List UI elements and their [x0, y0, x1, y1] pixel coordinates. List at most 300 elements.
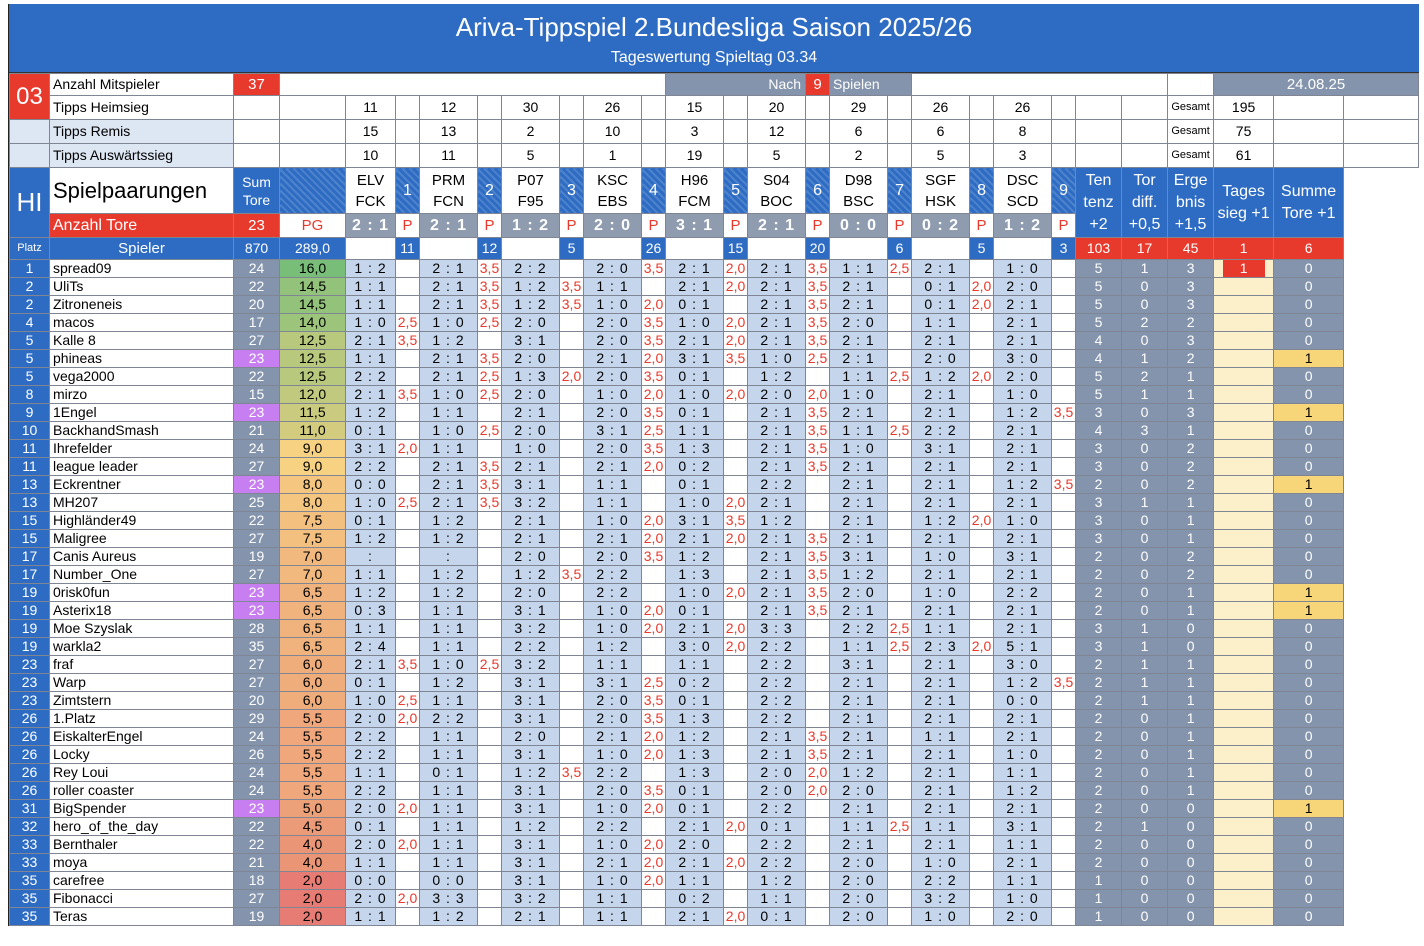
player-tip: 2 : 0 — [584, 332, 642, 350]
blank — [560, 144, 584, 168]
player-tip: 2 : 0 — [584, 404, 642, 422]
player-points: 2,0 — [970, 512, 994, 530]
player-points — [560, 260, 584, 278]
player-name[interactable]: Rey Loui — [50, 764, 234, 782]
bonus-tagessieg — [1214, 476, 1274, 494]
player-points — [970, 692, 994, 710]
player-rank: 35 — [10, 872, 50, 890]
player-tip: 3 : 1 — [502, 692, 560, 710]
bonus-tordiff: 0 — [1122, 530, 1168, 548]
player-tip: 0 : 0 — [346, 872, 396, 890]
bonus-tendenz: 4 — [1076, 422, 1122, 440]
player-name[interactable]: Locky — [50, 746, 234, 764]
player-tip: 0 : 1 — [420, 764, 478, 782]
player-points — [806, 854, 830, 872]
bonus-tendenz: 2 — [1076, 728, 1122, 746]
home-team: SGF — [925, 171, 956, 189]
bonus-ergebnis: 2 — [1168, 476, 1214, 494]
player-name[interactable]: BigSpender — [50, 800, 234, 818]
player-points: 2,5 — [642, 422, 666, 440]
player-points: 2,0 — [642, 602, 666, 620]
blank — [1122, 120, 1168, 144]
player-rank: 19 — [10, 638, 50, 656]
player-name[interactable]: UliTs — [50, 278, 234, 296]
bonus-tagessieg — [1214, 890, 1274, 908]
bonus-tagessieg — [1214, 818, 1274, 836]
player-name[interactable]: moya — [50, 854, 234, 872]
player-name[interactable]: Fibonacci — [50, 890, 234, 908]
player-points — [560, 674, 584, 692]
player-tip: 3 : 1 — [994, 548, 1052, 566]
player-points — [970, 602, 994, 620]
player-sum-tore: 19 — [234, 908, 280, 926]
match-pair[interactable] — [584, 168, 642, 214]
player-tip: 1 : 1 — [420, 818, 478, 836]
player-points: 2,5 — [478, 368, 502, 386]
player-name[interactable]: Ihrefelder — [50, 440, 234, 458]
player-tip: 3 : 2 — [502, 620, 560, 638]
player-tip: 0 : 1 — [346, 422, 396, 440]
match-pair[interactable] — [666, 168, 724, 214]
bonus-tendenz: 3 — [1076, 494, 1122, 512]
player-tip: 2 : 1 — [994, 800, 1052, 818]
tipps-count: 13 — [420, 120, 478, 144]
player-points: 2,5 — [396, 494, 420, 512]
player-tip: 1 : 0 — [748, 350, 806, 368]
player-points — [396, 908, 420, 926]
bonus-tordiff: 0 — [1122, 296, 1168, 314]
player-points: 3,5 — [642, 368, 666, 386]
player-tip: 0 : 2 — [666, 674, 724, 692]
spreadsheet — [8, 4, 1419, 926]
player-points — [888, 494, 912, 512]
player-points — [806, 620, 830, 638]
player-points — [1052, 278, 1076, 296]
player-points — [560, 602, 584, 620]
tipps-count: 20 — [748, 96, 806, 120]
blank — [478, 96, 502, 120]
player-points: 2,0 — [970, 296, 994, 314]
player-name[interactable]: hero_of_the_day — [50, 818, 234, 836]
match-pair[interactable] — [830, 168, 888, 214]
gesamt-label: Gesamt — [1168, 120, 1214, 144]
player-name[interactable]: 1.Platz — [50, 710, 234, 728]
gesamt-label: Gesamt — [1168, 96, 1214, 120]
player-points — [1052, 512, 1076, 530]
bonus-tordiff: 2 — [1122, 368, 1168, 386]
player-tip: 1 : 1 — [830, 638, 888, 656]
player-name[interactable]: carefree — [50, 872, 234, 890]
matchday-badge: 03 — [10, 74, 50, 120]
player-name[interactable]: roller coaster — [50, 782, 234, 800]
player-tip: 2 : 0 — [584, 710, 642, 728]
player-points: 2,0 — [724, 530, 748, 548]
player-points: 2,0 — [724, 584, 748, 602]
bonus-ergebnis: 3 — [1168, 278, 1214, 296]
player-tip: 2 : 0 — [830, 908, 888, 926]
player-points — [806, 890, 830, 908]
player-points — [888, 404, 912, 422]
player-name[interactable]: Maligree — [50, 530, 234, 548]
player-sum-tore: 22 — [234, 368, 280, 386]
player-tip: 0 : 1 — [666, 476, 724, 494]
player-tip: 1 : 0 — [666, 314, 724, 332]
player-tip: 1 : 1 — [584, 908, 642, 926]
blank — [748, 238, 806, 260]
player-points — [560, 530, 584, 548]
player-points — [806, 476, 830, 494]
bonus-ergebnis: 0 — [1168, 818, 1214, 836]
player-name[interactable]: league leader — [50, 458, 234, 476]
bonus-tendenz: 1 — [1076, 872, 1122, 890]
away-team: F95 — [517, 192, 544, 210]
player-name[interactable]: Number_One — [50, 566, 234, 584]
player-name[interactable]: Canis Aureus — [50, 548, 234, 566]
player-points: 3,5 — [642, 782, 666, 800]
player-name[interactable]: Bernthaler — [50, 836, 234, 854]
player-name[interactable]: fraf — [50, 656, 234, 674]
tipps-count: 2 — [502, 120, 560, 144]
tipps-count: 11 — [420, 144, 478, 168]
bonus-tordiff: 0 — [1122, 278, 1168, 296]
table-row — [10, 260, 1419, 278]
player-tip: 2 : 2 — [502, 638, 560, 656]
player-name[interactable]: Teras — [50, 908, 234, 926]
player-pg: 9,0 — [280, 458, 346, 476]
player-points — [970, 764, 994, 782]
player-tip: 1 : 2 — [912, 512, 970, 530]
player-points: 3,5 — [806, 602, 830, 620]
player-points — [560, 332, 584, 350]
player-tip: 2 : 1 — [830, 512, 888, 530]
player-points — [396, 584, 420, 602]
player-points — [560, 350, 584, 368]
player-rank: 26 — [10, 710, 50, 728]
bonus-summe-tore: 1 — [1274, 800, 1344, 818]
player-points — [396, 818, 420, 836]
player-name[interactable]: mirzo — [50, 386, 234, 404]
player-tip: 1 : 0 — [666, 494, 724, 512]
player-name[interactable]: MH207 — [50, 494, 234, 512]
player-points — [478, 548, 502, 566]
bonus-tendenz: 4 — [1076, 350, 1122, 368]
player-points — [806, 368, 830, 386]
player-name[interactable]: 0risk0fun — [50, 584, 234, 602]
blank — [724, 144, 748, 168]
player-name[interactable]: Asterix18 — [50, 602, 234, 620]
bonus-tendenz: 2 — [1076, 782, 1122, 800]
player-tip: 2 : 0 — [994, 908, 1052, 926]
player-points — [1052, 638, 1076, 656]
player-tip: 2 : 1 — [830, 458, 888, 476]
bonus-summe-tore: 0 — [1274, 710, 1344, 728]
player-tip: 1 : 2 — [346, 584, 396, 602]
player-points: 3,5 — [806, 728, 830, 746]
player-tip: 1 : 1 — [994, 836, 1052, 854]
player-points — [888, 314, 912, 332]
player-points — [888, 656, 912, 674]
player-name[interactable]: Warp — [50, 674, 234, 692]
match-pair[interactable] — [994, 168, 1052, 214]
table-row — [10, 422, 1419, 440]
player-points — [970, 332, 994, 350]
bonus-summe-tore: 1 — [1274, 602, 1344, 620]
player-tip: 0 : 1 — [346, 818, 396, 836]
player-tip: 1 : 1 — [420, 782, 478, 800]
blank — [724, 120, 748, 144]
player-rank: 26 — [10, 764, 50, 782]
mitspieler-count: 37 — [234, 74, 280, 96]
player-points — [1052, 602, 1076, 620]
table-row — [10, 602, 1419, 620]
bonus-tagessieg — [1214, 782, 1274, 800]
player-tip: 1 : 1 — [584, 494, 642, 512]
player-tip: 2 : 1 — [748, 332, 806, 350]
bonus-tendenz: 2 — [1076, 656, 1122, 674]
player-points — [970, 386, 994, 404]
blank — [560, 120, 584, 144]
match-pair[interactable] — [748, 168, 806, 214]
gesamt-value: 75 — [1214, 120, 1274, 144]
player-tip: 2 : 1 — [830, 278, 888, 296]
player-tip: 2 : 0 — [830, 314, 888, 332]
player-points — [560, 746, 584, 764]
player-pg: 6,5 — [280, 602, 346, 620]
bonus-tordiff: 1 — [1122, 494, 1168, 512]
player-tip: 1 : 1 — [420, 404, 478, 422]
player-points — [560, 800, 584, 818]
player-name[interactable]: BackhandSmash — [50, 422, 234, 440]
player-tip: 2 : 0 — [748, 764, 806, 782]
player-points — [478, 332, 502, 350]
bonus-summe-tore: 1 — [1274, 584, 1344, 602]
bonus-tendenz: 2 — [1076, 746, 1122, 764]
player-tip: 0 : 1 — [346, 674, 396, 692]
player-points — [1052, 890, 1076, 908]
player-points: 2,0 — [642, 296, 666, 314]
player-name[interactable]: Highländer49 — [50, 512, 234, 530]
match-pair[interactable] — [502, 168, 560, 214]
match-points-total: 11 — [396, 238, 420, 260]
player-points: 2,0 — [724, 314, 748, 332]
player-points — [806, 692, 830, 710]
match-pair[interactable] — [912, 168, 970, 214]
bonus-summe-tore: 0 — [1274, 386, 1344, 404]
player-points — [560, 548, 584, 566]
player-tip: 2 : 1 — [584, 350, 642, 368]
player-tip: 2 : 1 — [912, 476, 970, 494]
match-pair[interactable] — [420, 168, 478, 214]
bonus-tendenz: 5 — [1076, 368, 1122, 386]
bonus-tendenz: 3 — [1076, 638, 1122, 656]
bonus-summe-tore: 0 — [1274, 494, 1344, 512]
player-pg: 5,5 — [280, 710, 346, 728]
player-sum-tore: 15 — [234, 386, 280, 404]
player-points — [560, 890, 584, 908]
blank — [1076, 96, 1122, 120]
player-tip: 2 : 0 — [830, 890, 888, 908]
player-points: 2,0 — [642, 386, 666, 404]
match-points-total: 12 — [478, 238, 502, 260]
player-tip: 2 : 1 — [994, 422, 1052, 440]
bonus-tendenz: 5 — [1076, 278, 1122, 296]
bonus-tendenz: 2 — [1076, 854, 1122, 872]
player-points — [1052, 386, 1076, 404]
player-name[interactable]: 1Engel — [50, 404, 234, 422]
tipps-label: Tipps Remis — [50, 120, 234, 144]
player-points: 2,0 — [806, 764, 830, 782]
bonus-tendenz: 2 — [1076, 836, 1122, 854]
blank — [1076, 144, 1122, 168]
bonus-tendenz: 2 — [1076, 764, 1122, 782]
player-tip: 0 : 1 — [666, 782, 724, 800]
player-tip: 2 : 1 — [748, 584, 806, 602]
player-rank: 4 — [10, 314, 50, 332]
bonus-total: 17 — [1122, 238, 1168, 260]
player-tip: 2 : 1 — [830, 404, 888, 422]
player-rank: 26 — [10, 782, 50, 800]
player-points — [1052, 368, 1076, 386]
player-points — [724, 782, 748, 800]
table-row — [10, 872, 1419, 890]
player-tip: 2 : 1 — [666, 260, 724, 278]
player-points — [724, 872, 748, 890]
player-name[interactable]: Zimtstern — [50, 692, 234, 710]
table-row — [10, 620, 1419, 638]
match-result: 0 : 2 — [912, 214, 970, 238]
bonus-ergebnis: 1 — [1168, 530, 1214, 548]
player-name[interactable]: phineas — [50, 350, 234, 368]
player-tip: 2 : 1 — [584, 728, 642, 746]
player-points — [970, 404, 994, 422]
player-points — [724, 422, 748, 440]
player-tip: 0 : 1 — [666, 692, 724, 710]
player-tip: 3 : 1 — [502, 746, 560, 764]
bonus-summe-tore: 0 — [1274, 656, 1344, 674]
player-sum-tore: 27 — [234, 674, 280, 692]
player-tip: 2 : 1 — [420, 494, 478, 512]
bonus-tendenz: 4 — [1076, 332, 1122, 350]
bonus-tendenz: 3 — [1076, 404, 1122, 422]
player-points: 3,5 — [1052, 404, 1076, 422]
player-tip: 2 : 1 — [666, 620, 724, 638]
player-tip: 2 : 1 — [912, 764, 970, 782]
blank — [234, 96, 280, 120]
player-points — [806, 656, 830, 674]
player-tip: 1 : 2 — [420, 530, 478, 548]
bonus-tagessieg — [1214, 656, 1274, 674]
match-pair[interactable] — [346, 168, 396, 214]
player-tip: 0 : 1 — [748, 818, 806, 836]
total-sum: 870 — [234, 238, 280, 260]
player-name[interactable]: vega2000 — [50, 368, 234, 386]
player-tip: 2 : 0 — [346, 890, 396, 908]
bonus-ergebnis: 3 — [1168, 260, 1214, 278]
bonus-tendenz: 2 — [1076, 584, 1122, 602]
bonus-tendenz: 5 — [1076, 314, 1122, 332]
player-tip: 3 : 0 — [994, 656, 1052, 674]
player-points — [560, 908, 584, 926]
player-tip: 1 : 0 — [420, 656, 478, 674]
tipps-count: 19 — [666, 144, 724, 168]
player-points — [560, 872, 584, 890]
bonus-ergebnis: 3 — [1168, 332, 1214, 350]
player-tip: 1 : 1 — [420, 620, 478, 638]
player-sum-tore: 29 — [234, 710, 280, 728]
bonus-tagessieg — [1214, 872, 1274, 890]
bonus-header: Tages sieg +1 — [1214, 168, 1274, 238]
player-points — [1052, 332, 1076, 350]
player-points — [888, 476, 912, 494]
player-points — [396, 350, 420, 368]
p-label: P — [642, 214, 666, 238]
platz-label: Platz — [10, 238, 50, 260]
sheet-subtitle: Tageswertung Spieltag 03.34 — [610, 49, 818, 66]
player-name[interactable]: spread09 — [50, 260, 234, 278]
player-points — [888, 854, 912, 872]
player-name[interactable]: macos — [50, 314, 234, 332]
player-points: 3,5 — [642, 260, 666, 278]
player-points: 2,0 — [396, 440, 420, 458]
player-tip: 2 : 0 — [584, 314, 642, 332]
player-tip: 2 : 1 — [994, 440, 1052, 458]
player-name[interactable]: Moe Szyslak — [50, 620, 234, 638]
player-points — [970, 530, 994, 548]
player-tip: 1 : 0 — [666, 584, 724, 602]
player-name[interactable]: Zitroneneis — [50, 296, 234, 314]
player-tip: 1 : 0 — [502, 440, 560, 458]
player-tip: 2 : 1 — [748, 602, 806, 620]
player-pg: 7,5 — [280, 512, 346, 530]
match-result: 2 : 0 — [584, 214, 642, 238]
player-points — [888, 566, 912, 584]
player-tip: 2 : 1 — [748, 530, 806, 548]
player-name[interactable]: Kalle 8 — [50, 332, 234, 350]
player-tip: 1 : 0 — [830, 386, 888, 404]
bonus-tagessieg — [1214, 764, 1274, 782]
bonus-tagessieg — [1214, 800, 1274, 818]
bonus-ergebnis: 2 — [1168, 314, 1214, 332]
player-name[interactable]: Eckrentner — [50, 476, 234, 494]
player-points — [478, 512, 502, 530]
blank — [666, 238, 724, 260]
table-row — [10, 908, 1419, 926]
player-points: 3,5 — [806, 548, 830, 566]
player-rank: 5 — [10, 350, 50, 368]
tipps-count: 3 — [994, 144, 1052, 168]
player-sum-tore: 20 — [234, 296, 280, 314]
player-points — [724, 458, 748, 476]
player-name[interactable]: warkla2 — [50, 638, 234, 656]
bonus-ergebnis: 1 — [1168, 656, 1214, 674]
player-tip: 1 : 1 — [420, 746, 478, 764]
player-rank: 2 — [10, 296, 50, 314]
player-points — [806, 494, 830, 512]
player-pg: 16,0 — [280, 260, 346, 278]
player-tip: 1 : 0 — [912, 908, 970, 926]
player-name[interactable]: EiskalterEngel — [50, 728, 234, 746]
bonus-tordiff: 0 — [1122, 476, 1168, 494]
player-points: 3,5 — [396, 656, 420, 674]
blank — [478, 120, 502, 144]
player-tip: 2 : 0 — [346, 800, 396, 818]
nach-value: 9 — [806, 74, 830, 96]
bonus-tordiff: 3 — [1122, 422, 1168, 440]
player-sum-tore: 27 — [234, 890, 280, 908]
player-points — [396, 728, 420, 746]
player-points — [1052, 314, 1076, 332]
bonus-tordiff: 0 — [1122, 890, 1168, 908]
